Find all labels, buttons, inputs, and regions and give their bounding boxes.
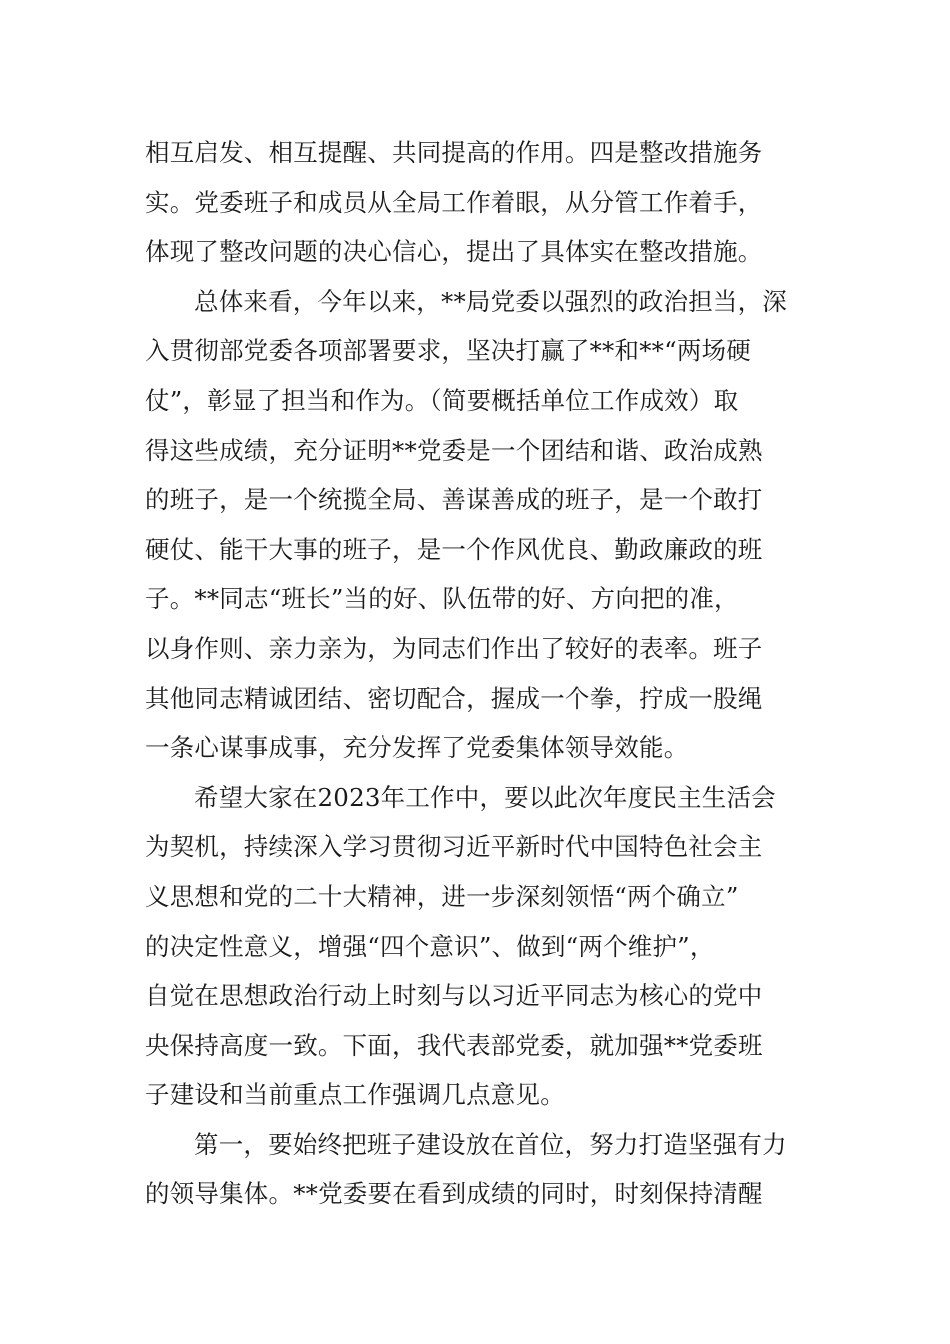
- text-line: 第一，要始终把班子建设放在首位，努力打造坚强有力: [194, 1129, 787, 1159]
- text-line: 其他同志精诚团结、密切配合，握成一个拳，拧成一股绳: [145, 683, 763, 713]
- text-line: 央保持高度一致。下面，我代表部党委，就加强**党委班: [145, 1030, 763, 1060]
- paragraph-overall-assessment: [145, 277, 810, 773]
- text-line: 以身作则、亲力亲为，为同志们作出了较好的表率。班子: [145, 633, 763, 663]
- text-line: 总体来看，今年以来，**局党委以强烈的政治担当，深: [194, 286, 787, 316]
- text-line: 一条心谋事成事，充分发挥了党委集体领导效能。: [145, 733, 689, 763]
- text-line: 子建设和当前重点工作强调几点意见。: [145, 1080, 565, 1110]
- text-line: 义思想和党的二十大精神，进一步深刻领悟“两个确立”: [145, 881, 739, 911]
- paragraph-expectations-2023: [145, 773, 810, 1120]
- text-line: 入贯彻部党委各项部署要求，坚决打赢了**和**“两场硬: [145, 336, 751, 366]
- text-line: 得这些成绩，充分证明**党委是一个团结和谐、政治成熟: [145, 435, 763, 465]
- text-line: 的班子，是一个统揽全局、善谋善成的班子，是一个敢打: [145, 485, 763, 515]
- text-line: 子。**同志“班长”当的好、队伍带的好、方向把的准，: [145, 584, 739, 614]
- text-line: 自觉在思想政治行动上时刻与以习近平同志为核心的党中: [145, 981, 763, 1011]
- text-line: 体现了整改问题的决心信心，提出了具体实在整改措施。: [145, 237, 763, 267]
- document-body: [145, 128, 810, 1219]
- text-line: 实。党委班子和成员从全局工作着眼，从分管工作着手，: [145, 187, 763, 217]
- text-line: 为契机，持续深入学习贯彻习近平新时代中国特色社会主: [145, 832, 763, 862]
- text-line: 的决定性意义，增强“四个意识”、做到“两个维护”，: [145, 931, 715, 961]
- text-line: 硬仗、能干大事的班子，是一个作风优良、勤政廉政的班: [145, 534, 763, 564]
- text-line: 希望大家在2023年工作中，要以此次年度民主生活会: [194, 782, 776, 812]
- text-line: 仗”，彰显了担当和作为。（简要概括单位工作成效）取: [145, 385, 739, 415]
- text-line: 的领导集体。**党委要在看到成绩的同时，时刻保持清醒: [145, 1179, 763, 1209]
- text-line: 相互启发、相互提醒、共同提高的作用。四是整改措施务: [145, 138, 763, 167]
- paragraph-rectification-summary: [145, 128, 810, 277]
- paragraph-first-point: [145, 1120, 810, 1219]
